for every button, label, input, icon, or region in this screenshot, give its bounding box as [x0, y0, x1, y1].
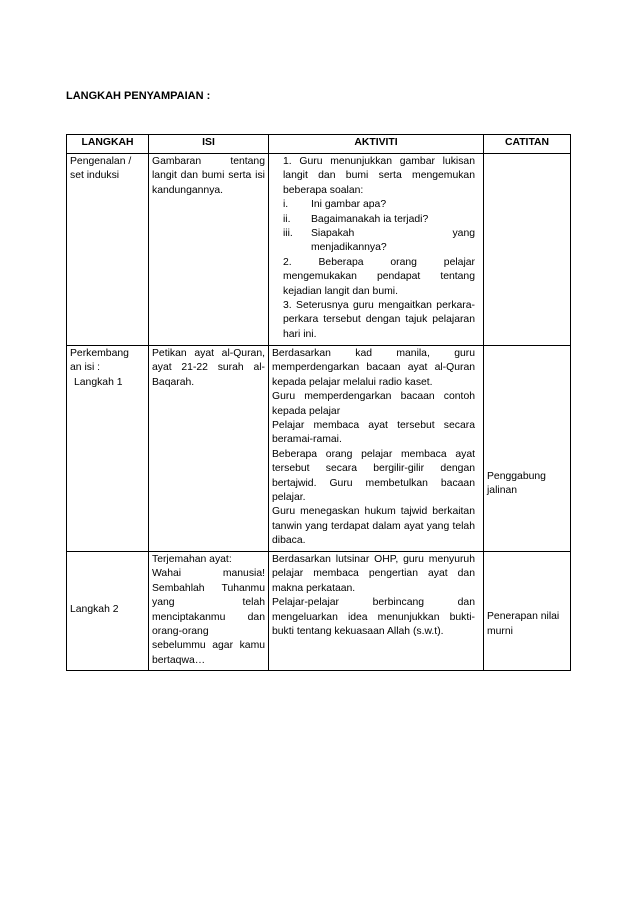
- aktiviti-item: 1. Guru menunjukkan gambar lukisan langit dan bumi serta mengemukan beberapa soalan:: [283, 156, 475, 196]
- question-text: Ini gambar apa?: [311, 199, 387, 211]
- catitan-cell: [484, 346, 571, 552]
- langkah-text: Pengenalan /: [70, 156, 132, 167]
- table-row: [67, 552, 571, 671]
- aktiviti-item: Berdasarkan kad manila, guru memperdengarkan bacaan ayat al-Quran kepada pelajar melalui radio kaset.: [272, 348, 475, 388]
- isi-cell: [149, 154, 269, 346]
- isi-cell: [149, 552, 269, 671]
- lesson-plan-table: [66, 134, 571, 671]
- catitan-cell: [484, 552, 571, 671]
- question-text-cont: menjadikannya?: [311, 242, 387, 254]
- catitan-text: Penggabung jalinan: [487, 470, 546, 496]
- question-item: [283, 198, 475, 212]
- catitan-cell: [484, 154, 571, 346]
- table-row: [67, 346, 571, 552]
- question-text: Siapakah yang: [311, 228, 475, 240]
- aktiviti-cell: [269, 346, 484, 552]
- aktiviti-item: Pelajar-pelajar berbincang dan mengeluarkan idea menunjukkan bukti-bukti tentang kekuasaan Allah (s.w.t).: [272, 597, 475, 638]
- aktiviti-item: Guru menegaskan hukum tajwid berkaitan tanwin yang terdapat dalam ayat yang telah dibaca.: [272, 506, 475, 547]
- langkah-text: Langkah 1: [74, 376, 123, 388]
- langkah-text: Langkah 2: [70, 604, 119, 616]
- header-catitan: CATITAN: [484, 135, 571, 154]
- langkah-cell: [67, 552, 149, 671]
- table-header-row: [67, 135, 571, 154]
- isi-cell: [149, 346, 269, 552]
- header-langkah: LANGKAH: [67, 135, 149, 154]
- isi-text: Wahai manusia! Sembahlah Tuhanmu yang telah menciptakanmu dan orang-orang sebelummu agar kamu bertaqwa…: [152, 568, 265, 666]
- langkah-cell: [67, 346, 149, 552]
- question-number: i.: [283, 199, 289, 211]
- isi-text: Petikan ayat al-Quran, ayat 21-22 surah al-Baqarah.: [152, 348, 265, 388]
- page-heading: LANGKAH PENYAMPAIAN :: [66, 90, 211, 102]
- aktiviti-item: Berdasarkan lutsinar OHP, guru menyuruh pelajar membaca pengertian ayat dan makna perkataan.: [272, 554, 475, 594]
- aktiviti-cell: [269, 154, 484, 346]
- table-row: [67, 154, 571, 346]
- question-item: [283, 227, 475, 241]
- question-text: Bagaimanakah ia terjadi?: [311, 213, 429, 225]
- isi-text: Terjemahan ayat:: [152, 554, 232, 565]
- aktiviti-item: Guru memperdengarkan bacaan contoh kepada pelajar: [272, 391, 475, 417]
- question-number: ii.: [283, 213, 291, 225]
- header-aktiviti: AKTIVITI: [269, 135, 484, 154]
- aktiviti-item: Beberapa orang pelajar membaca ayat tersebut secara bergilir-gilir dengan bertajwid. Guru membetulkan bacaan pelajar.: [272, 448, 475, 504]
- aktiviti-item: 3. Seterusnya guru mengaitkan perkara-perkara tersebut dengan tajuk pelajaran hari ini.: [283, 300, 475, 340]
- langkah-text: Perkembang: [70, 348, 129, 359]
- aktiviti-item: Pelajar membaca ayat tersebut secara beramai-ramai.: [272, 420, 475, 446]
- langkah-text: set induksi: [70, 170, 120, 182]
- catitan-text: Penerapan nilai murni: [487, 611, 560, 637]
- aktiviti-item: 2. Beberapa orang pelajar mengemukakan pendapat tentang kejadian langit dan bumi.: [283, 256, 475, 297]
- langkah-cell: [67, 154, 149, 346]
- question-number: iii.: [283, 228, 293, 240]
- question-item: [283, 213, 475, 227]
- header-isi: ISI: [149, 135, 269, 154]
- aktiviti-cell: [269, 552, 484, 671]
- isi-text: Gambaran tentang langit dan bumi serta isi kandungannya.: [152, 156, 265, 196]
- langkah-text: an isi :: [70, 362, 101, 374]
